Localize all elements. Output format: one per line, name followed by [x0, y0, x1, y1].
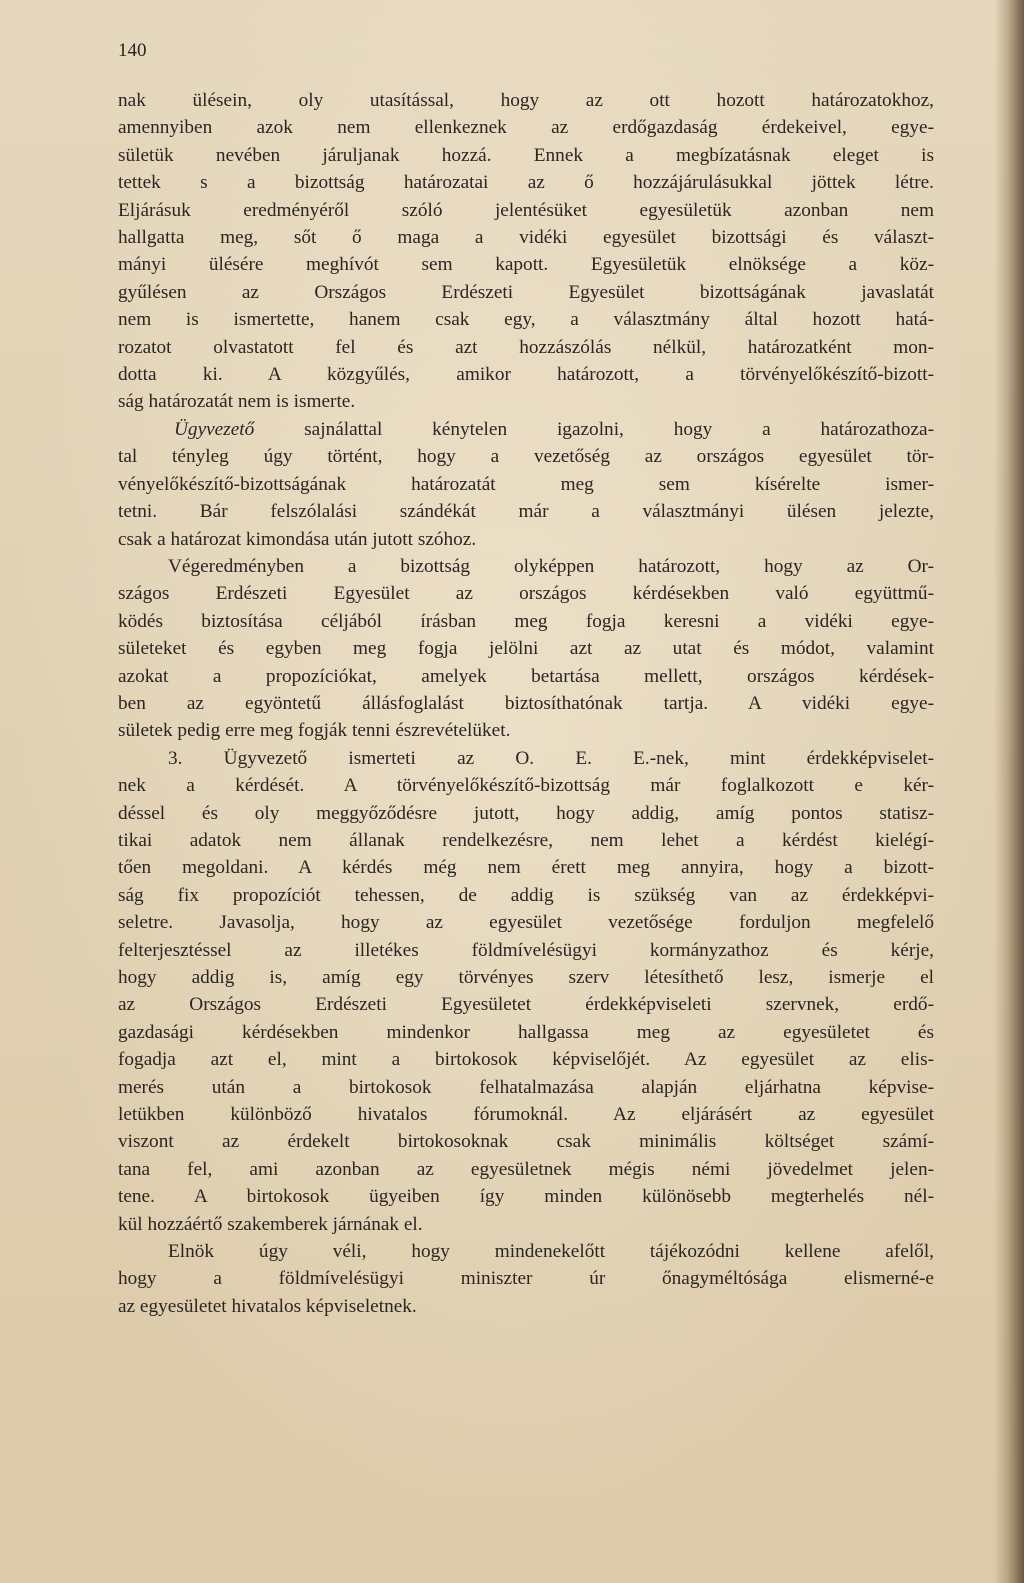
- text-line: sületek pedig erre meg fogják tenni észrevételüket.: [118, 720, 511, 742]
- text-line: felterjesztéssel az illetékes földmívelésügyi kormányzathoz és kérje,: [118, 939, 934, 961]
- text-line: hogy a földmívelésügyi miniszter úr őnagyméltósága elismerné-e: [118, 1268, 934, 1290]
- text-line: tana fel, ami azonban az egyesületnek mégis némi jövedelmet jelen-: [118, 1158, 934, 1180]
- body-text: [118, 87, 934, 1320]
- text-line: tene. A birtokosok ügyeiben így minden különösebb megterhelés nél-: [118, 1186, 934, 1208]
- text-line: az egyesületet hivatalos képviseletnek.: [118, 1295, 417, 1317]
- text-line: letükben különböző hivatalos fórumoknál. Az eljárásért az egyesület: [118, 1104, 934, 1126]
- text-line: azokat a propozíciókat, amelyek betartása mellett, országos kérdések-: [118, 665, 934, 687]
- text-line: tetni. Bár felszólalási szándékát már a választmányi ülésen jelezte,: [118, 501, 934, 523]
- text-line: ködés biztosítása céljából írásban meg fogja keresni a vidéki egye-: [118, 610, 934, 632]
- page-number: 140: [118, 40, 147, 61]
- paragraph: [118, 553, 934, 745]
- text-line: az Országos Erdészeti Egyesületet érdekképviseleti szervnek, erdő-: [118, 994, 934, 1016]
- italic-speaker: Ügyvezető: [174, 418, 255, 440]
- text-line: mányi ülésére meghívót sem kapott. Egyesületük elnöksége a köz-: [118, 254, 934, 276]
- text-line: kül hozzáértő szakemberek járnának el.: [118, 1213, 423, 1235]
- text-line: szágos Erdészeti Egyesület az országos kérdésekben való együttmű-: [118, 583, 934, 605]
- text-line: gyűlésen az Országos Erdészeti Egyesület bizottságának javaslatát: [118, 281, 934, 303]
- text-line: déssel és oly meggyőződésre jutott, hogy addig, amíg pontos statisz-: [118, 802, 934, 824]
- text-line: ben az egyöntetű állásfoglalást biztosíthatónak tartja. A vidéki egye-: [118, 692, 934, 714]
- text-line: vényelőkészítő-bizottságának határozatát meg sem kísérelte ismer-: [118, 473, 934, 495]
- text-line-rest: sajnálattal kénytelen igazolni, hogy a határozathoza-: [254, 418, 934, 440]
- text-line: sületeket és egyben meg fogja jelölni azt az utat és módot, valamint: [118, 638, 934, 660]
- text-line: 3. Ügyvezető ismerteti az O. E. E.-nek, mint érdekképviselet-: [168, 747, 934, 769]
- text-line: tal tényleg úgy történt, hogy a vezetőség az országos egyesület tör-: [118, 446, 934, 468]
- text-line: ság fix propozíciót tehessen, de addig is szükség van az érdekképvi-: [118, 884, 934, 906]
- text-line: Elnök úgy véli, hogy mindenekelőtt tájékozódni kellene afelől,: [168, 1241, 934, 1263]
- text-line: merés után a birtokosok felhatalmazása alapján eljárhatna képvise-: [118, 1076, 934, 1098]
- text-line: ság határozatát nem is ismerte.: [118, 391, 356, 413]
- text-line: gazdasági kérdésekben mindenkor hallgassa meg az egyesületet és: [118, 1021, 934, 1043]
- page-edge-shadow: [994, 0, 1024, 1583]
- text-line: Végeredményben a bizottság olyképpen határozott, hogy az Or-: [168, 555, 934, 577]
- paragraph: [118, 1238, 934, 1320]
- text-line: tikai adatok nem állanak rendelkezésre, nem lehet a kérdést kielégí-: [118, 829, 934, 851]
- text-line: viszont az érdekelt birtokosoknak csak minimális költséget számí-: [118, 1131, 934, 1153]
- text-line: hogy addig is, amíg egy törvényes szerv létesíthető lesz, ismerje el: [118, 967, 934, 988]
- text-line: rozatot olvastatott fel és azt hozzászólás nélkül, határozatként mon-: [118, 336, 934, 358]
- text-line: nem is ismertette, hanem csak egy, a választmány által hozott hatá-: [118, 309, 934, 331]
- text-line: hallgatta meg, sőt ő maga a vidéki egyesület bizottsági és választ-: [118, 227, 934, 249]
- text-line: [118, 416, 934, 443]
- text-line: seletre. Javasolja, hogy az egyesület vezetősége forduljon megfelelő: [118, 912, 934, 934]
- text-line: nek a kérdését. A törvényelőkészítő-bizottság már foglalkozott e kér-: [118, 775, 934, 797]
- text-line: amennyiben azok nem ellenkeznek az erdőgazdaság érdekeivel, egye-: [118, 117, 934, 139]
- text-line: dotta ki. A közgyűlés, amikor határozott, a törvényelőkészítő-bizott-: [118, 364, 934, 386]
- text-line: fogadja azt el, mint a birtokosok képviselőjét. Az egyesület az elis-: [118, 1049, 934, 1071]
- text-line: tően megoldani. A kérdés még nem érett meg annyira, hogy a bizott-: [118, 857, 934, 879]
- paragraph: [118, 416, 934, 553]
- text-line: Eljárásuk eredményéről szóló jelentésüket egyesületük azonban nem: [118, 199, 934, 221]
- paragraph: [118, 87, 934, 416]
- text-line: sületük nevében járuljanak hozzá. Ennek a megbízatásnak eleget is: [118, 144, 934, 166]
- paragraph: [118, 745, 934, 1238]
- text-line: nak ülésein, oly utasítással, hogy az ott hozott határozatokhoz,: [118, 90, 934, 111]
- text-line: csak a határozat kimondása után jutott szóhoz.: [118, 528, 477, 550]
- text-line: tettek s a bizottság határozatai az ő hozzájárulásukkal jöttek létre.: [118, 172, 934, 194]
